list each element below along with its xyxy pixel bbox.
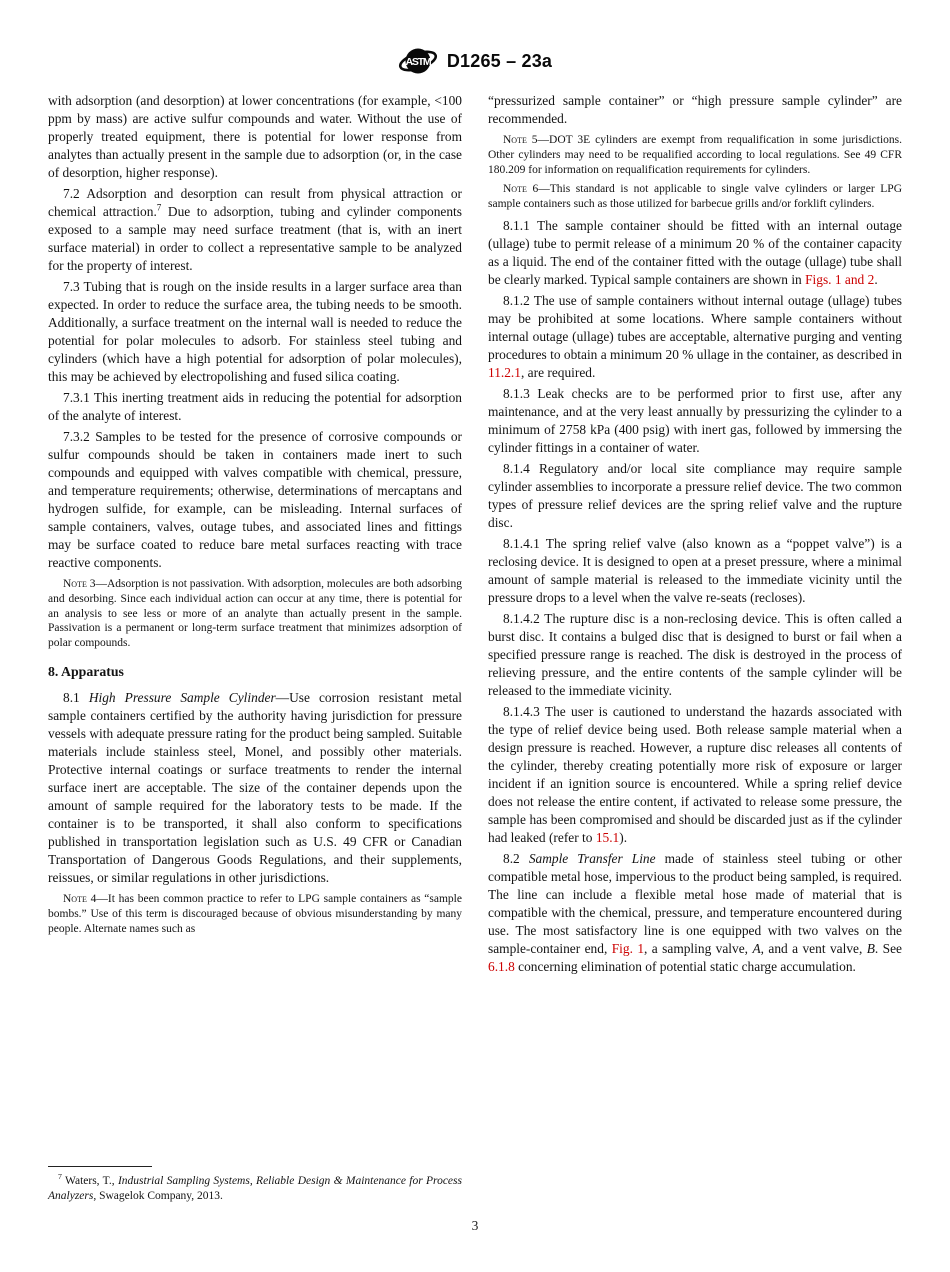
paragraph xyxy=(488,850,902,976)
paragraph xyxy=(48,92,462,182)
paragraph xyxy=(488,460,902,532)
text-segment: Note 5— xyxy=(503,134,550,146)
astm-logo-text: ASTM xyxy=(405,56,431,68)
paragraph xyxy=(488,292,902,382)
text-segment: This standard is not applicable to single valve cylinders or larger LPG sample containers such as those utilized for barbecue grills and/or forklift cylinders. xyxy=(488,183,902,211)
text-segment: 8.1.2 The use of sample containers without internal outage (ullage) tubes may be prohibited at some locations. Where sample containers without internal outage (ullage) tubes are acceptable, alternative purging and venting procedures to obtain a minimum 20 % ullage in the container, as described in xyxy=(488,292,902,362)
text-segment: 8.1.4.3 The user is cautioned to understand the hazards associated with the type of relief device being used. Both release sample material when a design pressure is reached. However, a rupture disc releases all contents of the cylinder, thereby creating potentially more risk of exposure or larger incident if an ignition source is encountered. While a spring relief device does not release the entire content, if activated to release some pressure, the sample has been compromised and should be discarded just as if the cylinder had leaked (refer to xyxy=(488,703,902,845)
paragraph xyxy=(488,385,902,457)
text-segment: 7.3 Tubing that is rough on the inside results in a larger surface area than expected. In order to reduce the surface area, the tubing needs to be smooth. Additionally, a surface treatment on the internal wall is needed to reduce the potential for polar molecules to adsorb. For stainless steel tubing and cylinders (which have a high potential for adsorption of polar molecules), this may be achieved by electropolishing and fused silica coating. xyxy=(48,279,462,384)
note-paragraph xyxy=(488,182,902,212)
text-segment: Due to adsorption, tubing and cylinder components exposed to a sample may need surface treatment (that is, with an inert surface material) in order to collect a representative sample to be analyzed for the property of interest. xyxy=(48,204,462,273)
text-segment: , are required. xyxy=(520,364,596,380)
note-paragraph xyxy=(48,892,462,936)
right-column-paragraphs xyxy=(488,92,902,979)
text-segment: 8.1.4.1 The spring relief valve (also known as a “poppet valve”) is a reclosing device. It is designed to open at a preset pressure, where a minimal amount of sample material is released to the immediate vicinity until the pressure drops to a level when the valve re-seats (recloses). xyxy=(488,535,902,605)
page-footer xyxy=(0,1218,950,1234)
note-paragraph xyxy=(48,577,462,651)
text-segment: 7 xyxy=(156,202,162,213)
left-column-paragraphs xyxy=(48,92,462,941)
text-segment: with adsorption (and desorption) at lower concentrations (for example, <100 ppm by mass) are active sulfur compounds and water. Without the use of properly treated equipment, there is potential for lower response from analytes than actually present in the sample due to adsorption (or, in the case of desorption, higher response). xyxy=(48,93,462,180)
text-segment: A xyxy=(752,940,761,956)
text-segment: . xyxy=(874,271,878,287)
two-column-text-block xyxy=(48,92,902,1204)
text-segment: 8.2 xyxy=(503,850,529,866)
page-header xyxy=(0,44,950,78)
left-column xyxy=(48,92,462,1204)
text-segment: 8.1.1 The sample container should be fitted with an internal outage (ullage) tube to permit release of a minimum 20 % of the container capacity as a liquid. The end of the container fitted with the outage (ullage) tube shall be clearly marked. Typical sample containers are shown in xyxy=(488,217,902,287)
text-segment: B xyxy=(866,940,875,956)
text-segment: Note 6— xyxy=(503,183,550,196)
text-segment: , a sampling valve, xyxy=(644,940,753,956)
text-segment: Industrial Sampling Systems, Reliable Design & Maintenance for Process Analyzers xyxy=(48,1175,462,1202)
text-segment: High Pressure Sample Cylinder xyxy=(88,689,276,705)
paragraph xyxy=(48,185,462,275)
text-segment: —Use corrosion resistant metal sample containers certified by the authority having jurisdiction for pressure vessels with adequate pressure rating for the product being sampled. Suitable materials include stainless steel, Monel, and possibly other materials. Protective internal coatings or surface treatments to render the internal surface inert are acceptable. The size of the container depends upon the amount of sample required for the laboratory tests to be made. If the container is to be transported, it shall also conform to specifications published in transportation legislation such as U.S. 49 CFR or Canadian Transportation of Dangerous Goods Regulations, and their supplements, reissues, or similar regulations in other jurisdictions. xyxy=(48,689,463,885)
text-segment: . See xyxy=(874,940,903,956)
text-segment: 7 xyxy=(58,1172,62,1182)
text-segment: 8.1.3 Leak checks are to be performed prior to first use, after any maintenance, and at the very least annually by pressurizing the cylinder to a minimum of 2758 kPa (400 psig) with inert gas, followed by immersing the cylinder fittings in a container of water. xyxy=(488,385,902,455)
paragraph xyxy=(488,217,902,289)
cross-reference-link[interactable]: Figs. 1 and 2 xyxy=(805,271,875,287)
section-heading xyxy=(48,663,462,681)
text-segment: Note 4— xyxy=(63,892,108,905)
text-segment: DOT 3E cylinders are exempt from requalification in some jurisdictions. Other cylinders may need to be requalified according to local regulations. See 49 CFR 180.209 for information on requalification requirements for cylinders. xyxy=(488,134,903,176)
cross-reference-link[interactable]: Fig. 1 xyxy=(611,940,645,956)
note-paragraph xyxy=(488,133,902,177)
text-segment: Sample Transfer Line xyxy=(528,850,656,866)
right-column xyxy=(488,92,902,1204)
text-segment: , Swagelok Company, 2013. xyxy=(93,1190,223,1202)
text-segment: Waters, T., xyxy=(61,1175,118,1187)
paragraph xyxy=(48,428,462,572)
text-segment: “pressurized sample container” or “high pressure sample cylinder” are recommended. xyxy=(488,93,902,126)
standard-designation: D1265 – 23a xyxy=(446,50,553,71)
text-segment: 8.1.4 Regulatory and/or local site compliance may require sample cylinder assemblies to incorporate a pressure relief device. The two common types of pressure relief devices are the spring relief valve and the rupture disc. xyxy=(488,460,902,530)
paragraph xyxy=(48,689,462,887)
text-segment: , and a vent valve, xyxy=(760,940,867,956)
paragraph xyxy=(488,610,902,700)
text-segment: 7.2 Adsorption and desorption can result from physical attraction or chemical attraction. xyxy=(48,186,462,219)
cross-reference-link[interactable]: 6.1.8 xyxy=(488,958,515,974)
paragraph xyxy=(488,703,902,847)
footnote-separator xyxy=(48,1166,152,1167)
footnote-block xyxy=(48,1156,462,1204)
text-segment: 7.3.2 Samples to be tested for the presence of corrosive compounds or sulfur compounds should be taken in containers made inert to such compounds and equipped with valves compatible with chemical, pressure, and temperature requirements; otherwise, determinations of mercaptans and hydrogen sulfide, for example, can be misleading. Internal surfaces of sample containers, valves, outage tubes, and associated lines and fittings may be surface coated to reduce bare metal surfaces reacting with trace reactive components. xyxy=(48,429,462,570)
text-segment: Note 3— xyxy=(63,578,107,590)
footnote-reference xyxy=(48,1174,462,1204)
paragraph xyxy=(488,535,902,607)
text-segment: 8. Apparatus xyxy=(48,663,124,679)
paragraph xyxy=(48,389,462,425)
text-segment: ). xyxy=(619,829,628,845)
text-segment: Adsorption is not passivation. With adsorption, molecules are both adsorbing and desorbing. Since each individual action can occur at any time, there is potential for an analysis to see less or more of an analyte than actually present in the sample. Passivation is a permanent or long-term surface treatment that minimizes adsorption of polar compounds. xyxy=(48,578,462,650)
cross-reference-link[interactable]: 11.2.1 xyxy=(488,364,521,380)
astm-logo-icon xyxy=(398,44,438,78)
text-segment: concerning elimination of potential static charge accumulation. xyxy=(514,958,856,974)
paragraph xyxy=(488,92,902,128)
page-number: 3 xyxy=(471,1218,479,1233)
cross-reference-link[interactable]: 15.1 xyxy=(595,829,620,845)
text-segment: 8.1.4.2 The rupture disc is a non-reclosing device. This is often called a burst disc. It contains a bulged disc that is designed to burst or fail when a specified pressure range is reached. The disk is destroyed in the process of relieving pressure, and the entire contents of the sample cylinder will be released to the immediate vicinity. xyxy=(488,610,902,698)
text-segment: 7.3.1 This inerting treatment aids in reducing the potential for adsorption of the analyte of interest. xyxy=(48,390,462,423)
text-segment: It has been common practice to refer to LPG sample containers as “sample bombs.” Use of this term is discouraged because of obvious misunderstanding by many people. Alternate names such as xyxy=(48,892,462,935)
paragraph xyxy=(48,278,462,386)
text-segment: made of stainless steel tubing or other compatible metal hose, impervious to the product being sampled, is required. The line can include a flexible metal hose made of material that is compatible with the chemical, pressure, and temperature encountered during use. The most satisfactory line is one equipped with two valves on the sample-container end, xyxy=(488,850,902,956)
text-segment: 8.1 xyxy=(63,689,89,705)
